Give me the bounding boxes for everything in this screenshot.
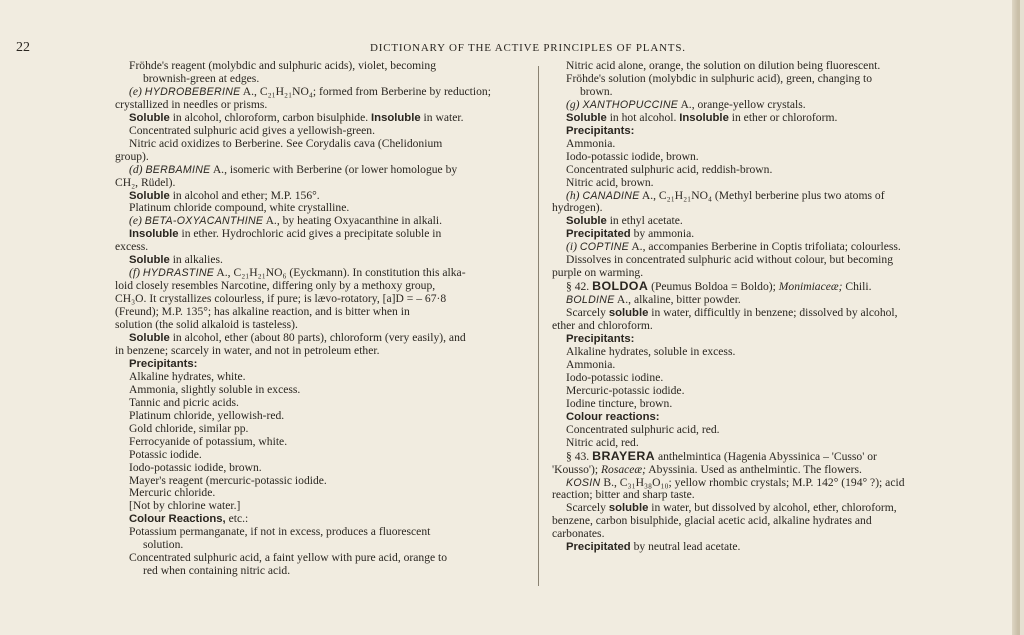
text-line: Concentrated sulphuric acid gives a yellowish-green. xyxy=(129,123,375,137)
alkaloid-name: XANTHOPUCCINE xyxy=(582,98,679,111)
colour-reactions-heading: Colour reactions: xyxy=(566,410,660,423)
entry-canadine: (h) CANADINE A., C₂₁H₂₁NO₄ (Methyl berberine plus two atoms of xyxy=(566,188,885,202)
page-header xyxy=(0,40,1018,56)
text-line: solution. xyxy=(143,538,184,552)
text-line: Fröhde's solution (molybdic in sulphuric acid), green, changing to xyxy=(566,71,873,85)
solubility-line: Soluble in hot alcohol. Insoluble in ether or chloroform. xyxy=(566,110,838,124)
precipitant-item: Alkaline hydrates, soluble in excess. xyxy=(566,344,736,358)
text-line: excess. xyxy=(115,240,149,254)
precipitant-item: Iodine tincture, brown. xyxy=(566,396,673,410)
precipitant-item: Concentrated sulphuric acid, reddish-brown. xyxy=(566,162,773,176)
precipitant-item: Gold chloride, similar pp. xyxy=(129,421,249,435)
precipitated-line: Precipitated by ammonia. xyxy=(566,227,695,241)
colour-reactions-heading: Colour Reactions, etc.: xyxy=(129,512,249,526)
entry-berbamine: (d) BERBAMINE A., isomeric with Berberine (or lower homologue by xyxy=(129,162,458,176)
precipitants-heading: Precipitants: xyxy=(566,124,635,137)
precipitants-heading: Precipitants: xyxy=(566,333,635,346)
text-line: Nitric acid alone, orange, the solution on dilution being fluorescent. xyxy=(566,59,881,72)
text-line: red when containing nitric acid. xyxy=(143,564,291,578)
alkaloid-name: CANADINE xyxy=(582,189,640,202)
alkaloid-name: HYDRASTINE xyxy=(142,267,215,280)
solubility-line: Soluble in ethyl acetate. xyxy=(566,214,683,228)
text-line: CH₂, Rüdel). xyxy=(115,175,176,189)
solubility-line: Scarcely soluble in water, but dissolved by alcohol, ether, chloroform, xyxy=(566,501,897,515)
solubility-line: Insoluble in ether. Hydrochloric acid gives a precipitate soluble in xyxy=(129,227,442,241)
precipitant-item: Iodo-potassic iodide, brown. xyxy=(129,460,262,474)
section-43-heading: § 43. BRAYERA anthelmintica (Hagenia Abyssinica – 'Cusso' or xyxy=(566,448,877,463)
entry-xanthopuccine: (g) XANTHOPUCCINE A., orange-yellow crystals. xyxy=(566,97,806,111)
text-line: hydrogen). xyxy=(552,201,603,215)
text-line: purple on warming. xyxy=(552,266,644,280)
page-number: 22 xyxy=(16,40,30,55)
alkaloid-name: BOLDINE xyxy=(566,294,615,307)
alkaloid-name: HYDROBEBERINE xyxy=(144,85,241,98)
entry-boldine: BOLDINE A., alkaline, bitter powder. xyxy=(566,293,741,307)
text-line: brownish-green at edges. xyxy=(143,71,260,85)
precipitant-item: [Not by chlorine water.] xyxy=(129,499,241,513)
entry-kosin: KOSIN B., C₃₁H₃₈O₁₀; yellow rhombic crystals; M.P. 142° (194° ?); acid xyxy=(566,475,905,489)
precipitant-item: Ammonia. xyxy=(566,357,616,371)
entry-hydrobeberine: (e) HYDROBEBERINE A., C₂₁H₂₁NO₄; formed from Berberine by reduction; xyxy=(129,84,491,98)
precipitant-item: Potassic iodide. xyxy=(129,447,202,461)
colour-reaction-item: Nitric acid, red. xyxy=(566,435,639,449)
text-line: CH₃O. It crystallizes colourless, if pure; is lævo-rotatory, [a]D = – 67·8 xyxy=(115,292,447,306)
left-column xyxy=(115,60,525,578)
precipitant-item: Mercuric chloride. xyxy=(129,486,216,500)
precipitant-item: Ammonia, slightly soluble in excess. xyxy=(129,382,301,396)
precipitant-item: Tannic and picric acids. xyxy=(129,395,239,409)
solubility-line: Scarcely soluble in water, difficultly in benzene; dissolved by alcohol, xyxy=(566,306,898,320)
text-line: Fröhde's reagent (molybdic and sulphuric acids), violet, becoming xyxy=(129,59,436,72)
alkaloid-name: KOSIN xyxy=(566,476,601,489)
precipitant-item: Platinum chloride, yellowish-red. xyxy=(129,408,285,422)
alkaloid-name: COPTINE xyxy=(579,241,630,254)
running-title: DICTIONARY OF THE ACTIVE PRINCIPLES OF PLANTS. xyxy=(370,42,686,54)
entry-hydrastine: (f) HYDRASTINE A., C₂₁H₂₁NO₆ (Eyckmann). In constitution this alka- xyxy=(129,266,466,280)
solubility-line: Soluble in alcohol and ether; M.P. 156°. xyxy=(129,188,320,202)
right-column xyxy=(552,60,992,554)
alkaloid-name: BETA-OXYACANTHINE xyxy=(144,215,264,228)
text-line: 'Kousso'); Rosaceæ; Abyssinia. Used as anthelmintic. The flowers. xyxy=(552,462,862,476)
entry-beta-oxyacanthine: (e) BETA-OXYACANTHINE A., by heating Oxyacanthine in alkali. xyxy=(129,214,442,228)
text-line: Platinum chloride compound, white crystalline. xyxy=(129,201,350,215)
precipitant-item: Mayer's reagent (mercuric-potassic iodide. xyxy=(129,473,327,487)
text-line: loid closely resembles Narcotine, differing only by a methoxy group, xyxy=(115,279,436,293)
precipitant-item: Mercuric-potassic iodide. xyxy=(566,383,685,397)
section-42-heading: § 42. BOLDOA (Peumus Boldoa = Boldo); Monimiaceæ; Chili. xyxy=(566,279,872,294)
page-edge xyxy=(1012,0,1018,635)
solubility-line: Soluble in alcohol, ether (about 80 parts), chloroform (very easily), and xyxy=(129,331,466,345)
text-line: in benzene; scarcely in water, and not in petroleum ether. xyxy=(115,343,380,357)
text-line: brown. xyxy=(580,84,613,98)
colour-reaction-item: Concentrated sulphuric acid, a faint yellow with pure acid, orange to xyxy=(129,551,448,565)
text-line: (Freund); M.P. 135°; has alkaline reaction, and is bitter when in xyxy=(115,305,410,319)
solubility-line: Soluble in alcohol, chloroform, carbon bisulphide. Insoluble in water. xyxy=(129,110,464,124)
precipitants-heading: Precipitants: xyxy=(129,357,198,370)
alkaloid-name: BERBAMINE xyxy=(145,163,211,176)
colour-reaction-item: Concentrated sulphuric acid, red. xyxy=(566,422,720,436)
precipitant-item: Alkaline hydrates, white. xyxy=(129,369,246,383)
text-line: ether and chloroform. xyxy=(552,319,653,333)
precipitant-item: Ferrocyanide of potassium, white. xyxy=(129,434,288,448)
precipitant-item: Ammonia. xyxy=(566,136,616,150)
text-line: Dissolves in concentrated sulphuric acid without colour, but becoming xyxy=(566,253,893,267)
text-line: carbonates. xyxy=(552,527,605,541)
entry-coptine: (i) COPTINE A., accompanies Berberine in Coptis trifoliata; colourless. xyxy=(566,240,901,254)
text-line: benzene, carbon bisulphide, glacial acetic acid, alkaline hydrates and xyxy=(552,514,872,528)
genus-name: BRAYERA xyxy=(592,448,656,463)
text-line: solution (the solid alkaloid is tasteless). xyxy=(115,318,298,332)
genus-name: BOLDOA xyxy=(592,279,649,294)
column-divider xyxy=(538,66,539,586)
text-line: Nitric acid oxidizes to Berberine. See Corydalis cava (Chelidonium xyxy=(129,136,443,150)
solubility-line: Soluble in alkalies. xyxy=(129,253,223,267)
text-line: reaction; bitter and sharp taste. xyxy=(552,488,695,502)
colour-reaction-item: Potassium permanganate, if not in excess, produces a fluorescent xyxy=(129,525,431,539)
text-line: crystallized in needles or prisms. xyxy=(115,97,268,111)
precipitant-item: Nitric acid, brown. xyxy=(566,175,654,189)
precipitant-item: Iodo-potassic iodine. xyxy=(566,370,664,384)
text-line: group). xyxy=(115,149,149,163)
precipitated-line: Precipitated by neutral lead acetate. xyxy=(566,540,741,554)
precipitant-item: Iodo-potassic iodide, brown. xyxy=(566,149,699,163)
